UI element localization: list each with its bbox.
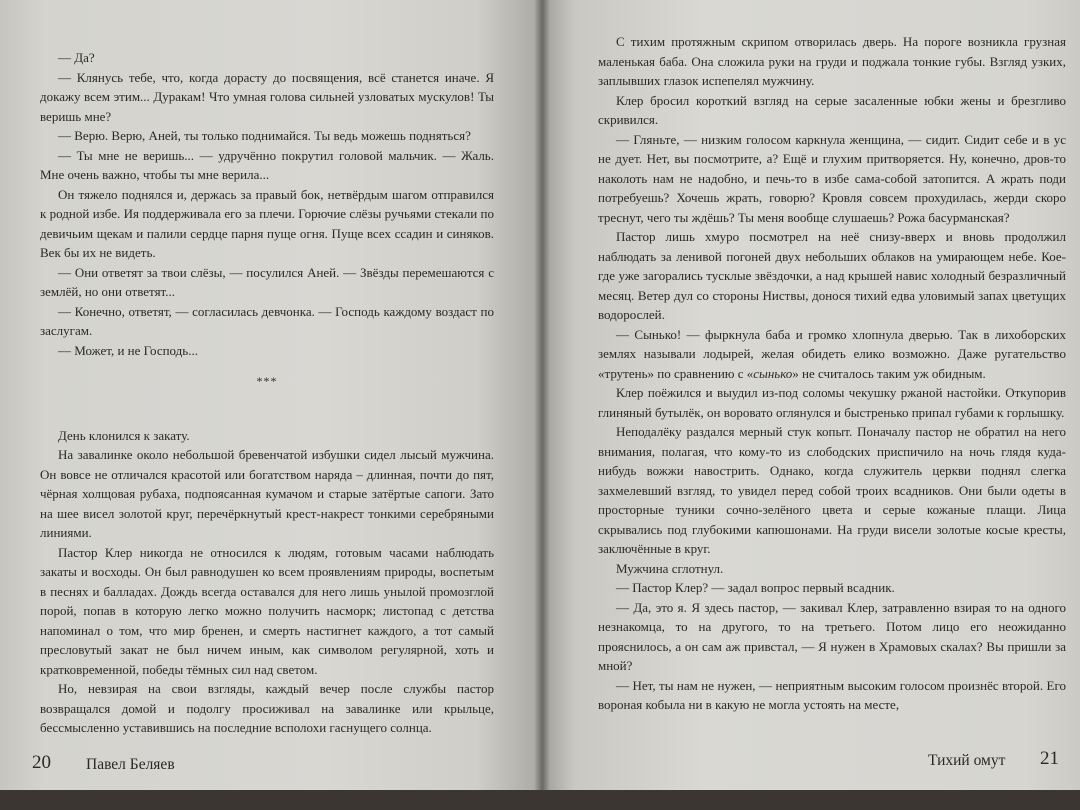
left-page-text-bottom — [40, 426, 494, 738]
paragraph: День клонился к закату. — [58, 427, 190, 443]
paragraph: Он тяжело поднялся и, держась за правый бок, нетвёрдым шагом отправился к родной избе. Ия поддерживала его за плечи. Горючие слёзы ручьями стекали по девичьим щекам и палили сердце парня пуще огня. Пуще всех ссадин и синяков. Век бы их не видеть. — [40, 186, 494, 260]
paragraph: Но, невзирая на свои взгляды, каждый вечер после службы пастор возвращался домой и подолгу просиживал на завалинке или крыльце, бессмысленно уставившись на последние всполохи гаснущего солнца. — [40, 681, 494, 735]
right-page — [542, 0, 1080, 810]
right-running-head: Тихий омут — [928, 752, 1006, 769]
paragraph: — Пастор Клер? — задал вопрос первый всадник. — [616, 580, 895, 595]
paragraph: Пастор Клер никогда не относился к людям, готовым часами наблюдать закаты и восходы. Он был равнодушен ко всем проявлениям природы, воспетым в песнях и балладах. Дождь всегда оставался для него лишь унылой промозглой порой, попав в которую легко можно получить насморк; листопад с детства напоминал о том, что мир бренен, и смерть настигнет каждого, а тот самый пресловутый закат не был ничем иным, как символом регулярной, хоть и кратковременной, победы тёмных сил над светом. — [40, 544, 494, 677]
paragraph: — Ты мне не веришь... — удручённо покрутил головой мальчик. — Жаль. Мне очень важно, чтобы ты мне верила... — [40, 147, 494, 182]
paragraph: Клер поёжился и выудил из-под соломы чекушку ржаной настойки. Откупорив глиняный бутылёк, он воровато оглянулся и быстренько припал губами к горлышку. — [598, 385, 1066, 420]
paragraph: — Да, это я. Я здесь пастор, — закивал Клер, затравленно взирая то на одного незнакомца, то на другого, то на третьего. Потом лицо его неожиданно прояснилось, а он сам аж привстал, — Я нужен в Храмовых скалах? Вы пришли за мной? — [598, 599, 1066, 673]
paragraph: Мужчина сглотнул. — [616, 560, 724, 576]
paragraph: — Гляньте, — низким голосом каркнула женщина, — сидит. Сидит себе и в ус не дует. Нет, вы посмотрите, а? Ещё и глухим притворяется. Ну, конечно, дров-то наколоть нам не надобно, и печь-то в избе сама-собой затопится. А жрать поди потребуешь? Хочешь жрать, говорю? Кровля совсем прохудилась, жерди скоро треснут, чего ты ждёшь? Ты меня вообще слушаешь? Рожа басурманская? — [598, 131, 1066, 225]
emphasized-word: сынько — [753, 365, 793, 381]
paragraph: Клер бросил короткий взгляд на серые засаленные юбки жены и брезгливо скривился. — [598, 92, 1066, 127]
paragraph-text: » не считалось таким уж обидным. — [792, 365, 986, 381]
paragraph: — Нет, ты нам не нужен, — неприятным высоким голосом произнёс второй. Его вороная кобыла ни в какую не могла устоять на месте, — [598, 677, 1066, 712]
left-running-head: Павел Беляев — [86, 756, 175, 773]
paragraph: Пастор лишь хмуро посмотрел на неё снизу-вверх и вновь продолжил наблюдать за ленивой погоней двух небольших облаков на умирающем небе. Кое-где уже загорались тусклые звёздочки, а над крышей навис холодный безразличный месяц. Ветер дул со стороны Ниствы, донося тихий едва уловимый запах цветущих водорослей. — [598, 229, 1066, 322]
paragraph: — Да? — [58, 50, 95, 65]
book-gutter — [534, 0, 550, 810]
right-page-number: 21 — [1040, 748, 1059, 769]
left-page-text-top — [40, 48, 494, 360]
paragraph: — Конечно, ответят, — согласилась девчонка. — Господь каждому воздаст по заслугам. — [40, 303, 494, 338]
paragraph: Неподалёку раздался мерный стук копыт. Поначалу пастор не обратил на него внимания, полагая, что кому-то из слободских приспичило на ночь глядя куда-нибудь вожжи навострить. Однако, когда служитель церкви поднял слегка захмелевший взгляд, то увидел перед собой троих всадников. Они были одеты в просторные туники сочно-зелёного цвета и серые кожаные плащи. Лица скрывались под глубокими капюшонами. На груди висели золотые косые кресты, заключённые в круг. — [598, 424, 1066, 556]
paragraph: — Верю. Верю, Аней, ты только поднимайся. Ты ведь можешь подняться? — [58, 128, 471, 143]
paragraph: — Клянусь тебе, что, когда дорасту до посвящения, всё станется иначе. Я докажу всем этим... Дуракам! Что умная голова сильней узловатых мускулов! Ты веришь мне? — [40, 69, 494, 124]
paragraph-text: — Сынько! — фыркнула баба и громко хлопнула дверью. Так в лихоборских землях называли лодырей, желая обидеть елико возможно. Даже ругательство «трутень» по сравнению с « — [598, 326, 1066, 381]
paragraph: — Они ответят за твои слёзы, — посулился Аней. — Звёзды перемешаются с землёй, но они ответят... — [40, 264, 494, 299]
paragraph — [598, 325, 1066, 384]
paragraph: На завалинке около небольшой бревенчатой избушки сидел лысый мужчина. Он вовсе не отличался красотой или богатством наряда – длинная, почти до пят, чёрная холщовая рубаха, подпоясанная кумачом и старые затёртые сапоги. Зато на шее висел золотой круг, перечёркнутый крест-накрест тонкими серебряными линиями. — [40, 447, 494, 540]
section-separator: *** — [256, 374, 278, 388]
background-edge — [0, 790, 1080, 810]
paragraph: — Может, и не Господь... — [58, 342, 198, 358]
left-page-number: 20 — [32, 752, 51, 773]
paragraph: С тихим протяжным скрипом отворилась дверь. На пороге возникла грузная маленькая баба. Она сложила руки на груди и поджала тонкие губы. Взгляд узких, заплывших глазок испепелял мужчину. — [598, 34, 1066, 88]
